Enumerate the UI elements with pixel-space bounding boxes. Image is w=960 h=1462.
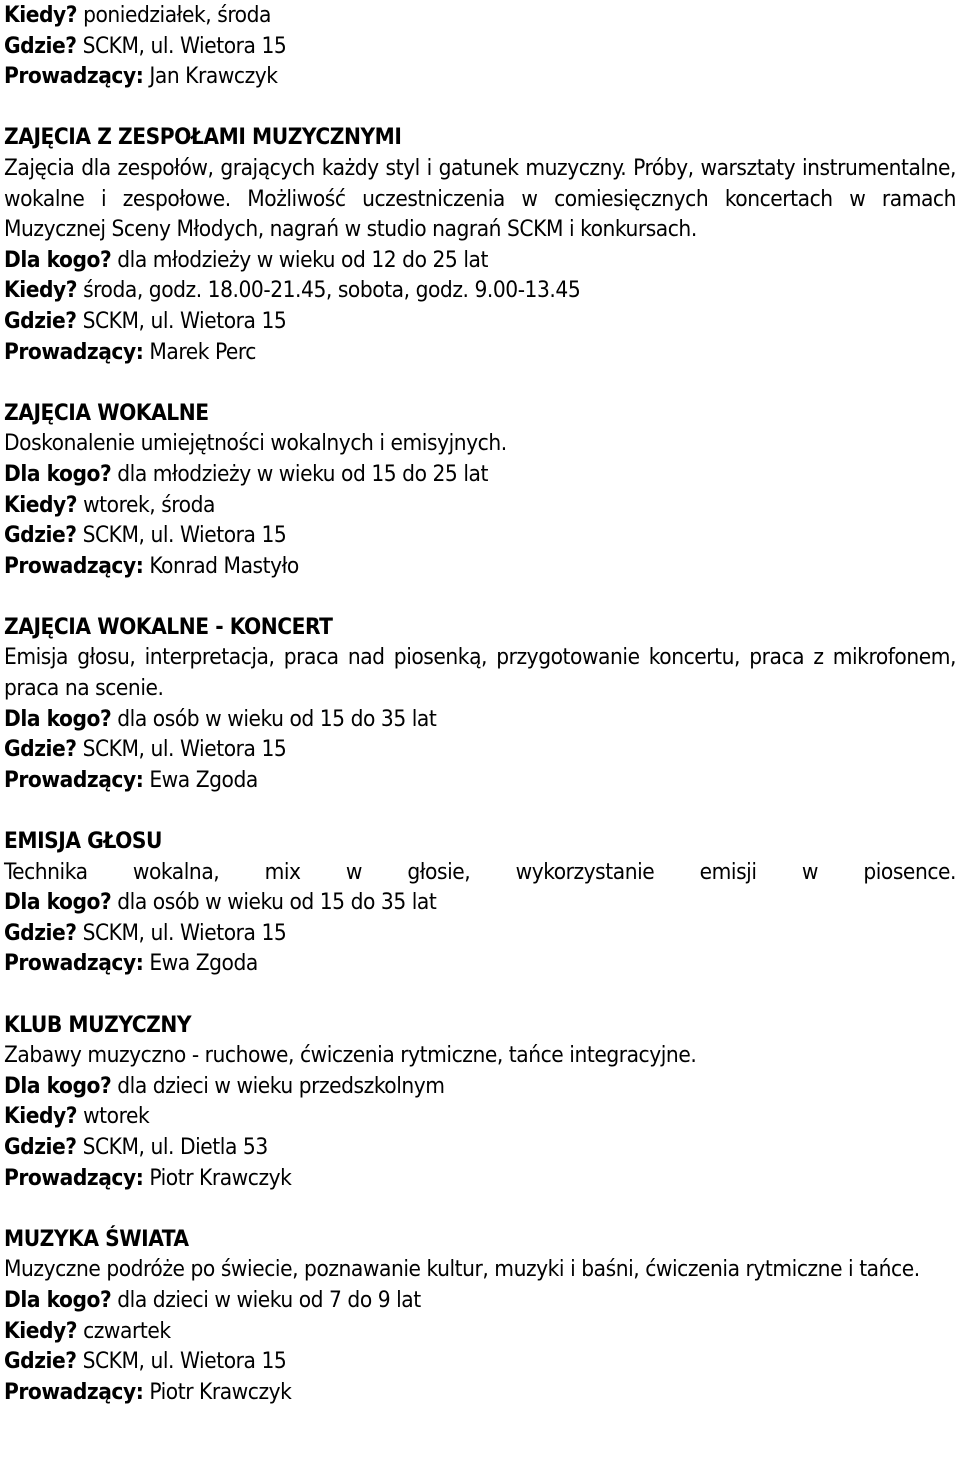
section-title: EMISJA GŁOSU [4,828,162,855]
section-description: Zabawy muzyczno - ruchowe, ćwiczenia rytmiczne, tańce integracyjne. [4,1042,697,1069]
section-title: ZAJĘCIA WOKALNE - KONCERT [4,613,333,640]
instructor-line: Prowadzący: Jan Krawczyk [4,63,278,90]
audience-line: Dla kogo? dla dzieci w wieku od 7 do 9 lat [4,1286,421,1313]
when-line: Kiedy? środa, godz. 18.00-21.45, sobota, godz. 9.00-13.45 [4,277,581,304]
section-emisja-glosu [4,826,956,979]
section-title: MUZYKA ŚWIATA [4,1225,189,1252]
where-line: Gdzie? SCKM, ul. Wietora 15 [4,736,287,763]
instructor-line: Prowadzący: Ewa Zgoda [4,766,258,793]
where-line: Gdzie? SCKM, ul. Wietora 15 [4,307,287,334]
section-wokalne-koncert [4,612,956,796]
where-line: Gdzie? SCKM, ul. Wietora 15 [4,919,287,946]
section-wokalne [4,398,956,582]
where-line: Gdzie? SCKM, ul. Wietora 15 [4,32,287,59]
where-line: Gdzie? SCKM, ul. Wietora 15 [4,1348,287,1375]
audience-line: Dla kogo? dla dzieci w wieku przedszkolnym [4,1072,445,1099]
when-line: Kiedy? czwartek [4,1317,171,1344]
instructor-line: Prowadzący: Ewa Zgoda [4,950,258,977]
where-line: Gdzie? SCKM, ul. Dietla 53 [4,1133,268,1160]
where-line: Gdzie? SCKM, ul. Wietora 15 [4,522,287,549]
instructor-line: Prowadzący: Konrad Mastyło [4,552,299,579]
audience-line: Dla kogo? dla młodzieży w wieku od 12 do 25 lat [4,246,488,273]
audience-line: Dla kogo? dla osób w wieku od 15 do 35 lat [4,889,437,916]
section-klub-muzyczny [4,1010,956,1194]
instructor-line: Prowadzący: Piotr Krawczyk [4,1164,292,1191]
section-description: Emisja głosu, interpretacja, praca nad piosenką, przygotowanie koncertu, praca z mikrofonem, praca na scenie. [4,644,956,702]
when-line: Kiedy? wtorek [4,1103,150,1130]
section-title: KLUB MUZYCZNY [4,1011,192,1038]
when-line: Kiedy? poniedziałek, środa [4,2,271,28]
instructor-line: Prowadzący: Marek Perc [4,338,256,365]
section-title: ZAJĘCIA Z ZESPOŁAMI MUZYCZNYMI [4,124,402,151]
top-block [4,0,956,92]
audience-line: Dla kogo? dla osób w wieku od 15 do 35 lat [4,705,437,732]
when-line: Kiedy? wtorek, środa [4,491,215,518]
section-muzyka-swiata [4,1224,956,1408]
section-description: Technika wokalna, mix w głosie, wykorzystanie emisji w piosence. [4,858,956,885]
audience-line: Dla kogo? dla młodzieży w wieku od 15 do 25 lat [4,460,488,487]
section-description: Muzyczne podróże po świecie, poznawanie kultur, muzyki i baśni, ćwiczenia rytmiczne i tańce. [4,1256,920,1283]
section-description: Zajęcia dla zespołów, grających każdy styl i gatunek muzyczny. Próby, warsztaty instrumentalne, wokalne i zespołowe. Możliwość uczestniczenia w comiesięcznych koncertach w ramach Muzycznej Sceny Młodych, nagrań w studio nagrań SCKM i konkursach. [4,154,956,243]
section-description: Doskonalenie umiejętności wokalnych i emisyjnych. [4,430,507,457]
section-zespoly [4,122,956,367]
instructor-line: Prowadzący: Piotr Krawczyk [4,1378,292,1405]
section-title: ZAJĘCIA WOKALNE [4,399,209,426]
